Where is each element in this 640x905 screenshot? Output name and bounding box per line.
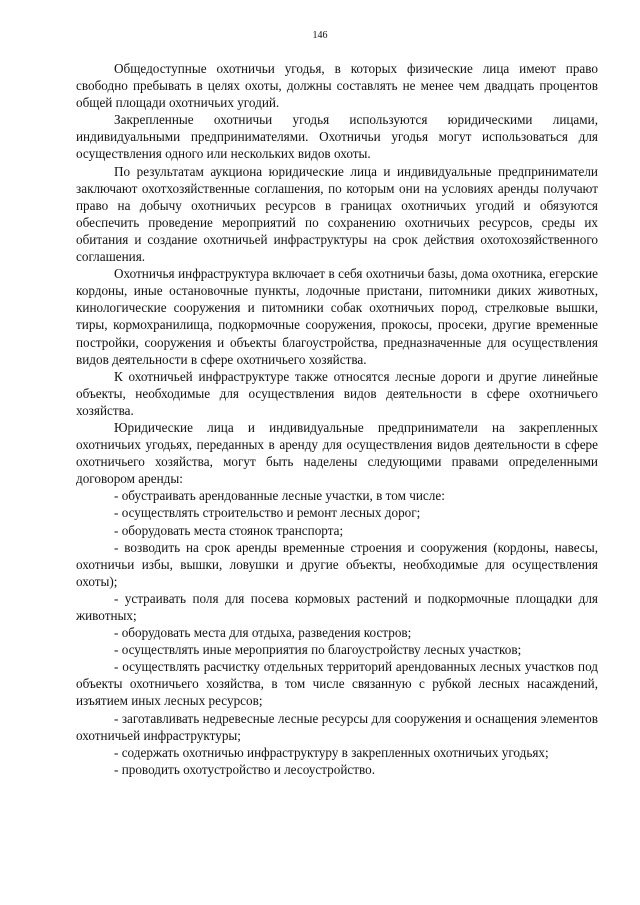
paragraph-forest-roads: К охотничьей инфраструктуре также относятся лесные дороги и другие линейные объекты, необходимые для осуществления видов деятельности в сфере охотничьего хозяйства. [76, 368, 598, 418]
list-item: - осуществлять расчистку отдельных территорий арендованных лесных участков под объекты охотничьего хозяйства, в том числе связанную с рубкой лесных насаждений, изъятием иных лесных ресурсов; [76, 659, 598, 709]
list-item: - осуществлять иные мероприятия по благоустройству лесных участков; [114, 642, 522, 658]
list-item: - проводить охотустройство и лесоустройство. [114, 761, 376, 777]
paragraph-assigned-hunting-grounds: Закрепленные охотничьи угодья используются юридическими лицами, индивидуальными предпринимателями. Охотничьи угодья могут использоваться для осуществления одного или нескольких видов охоты. [76, 112, 598, 162]
document-body [76, 60, 598, 778]
list-item: - осуществлять строительство и ремонт лесных дорог; [114, 505, 421, 521]
list-item: - заготавливать недревесные лесные ресурсы для сооружения и оснащения элементов охотничьей инфраструктуры; [76, 710, 598, 743]
list-item: - устраивать поля для посева кормовых растений и подкормочные площадки для животных; [76, 590, 598, 623]
list-item: - возводить на срок аренды временные строения и сооружения (кордоны, навесы, охотничьи избы, вышки, ловушки и другие объекты, необходимые для осуществления охоты); [76, 539, 598, 589]
list-item: - оборудовать места стоянок транспорта; [114, 522, 344, 538]
paragraph-hunting-infrastructure: Охотничья инфраструктура включает в себя охотничьи базы, дома охотника, егерские кордоны, иные остановочные пункты, лодочные пристани, питомники диких животных, кинологические сооружения и питомники собак охотничьих пород, стрелковые вышки, тиры, кормохранилища, подкормочные сооружения, прокосы, просеки, другие временные постройки, сооружения и объекты благоустройства, предназначенные для осуществления видов деятельности в сфере охотничьего хозяйства. [76, 266, 598, 367]
page-number: 146 [312, 30, 328, 41]
list-item: - содержать охотничью инфраструктуру в закрепленных охотничьих угодьях; [114, 744, 549, 760]
list-item: - оборудовать места для отдыха, разведения костров; [114, 625, 412, 641]
paragraph-lease-rights: Юридические лица и индивидуальные предприниматели на закрепленных охотничьих угодьях, переданных в аренду для осуществления видов деятельности в сфере охотничьего хозяйства, могут быть наделены следующими правами определенными договором аренды: [76, 419, 598, 487]
rights-list [76, 487, 598, 778]
paragraph-public-hunting-grounds: Общедоступные охотничьи угодья, в которых физические лица имеют право свободно пребывать в целях охоты, должны составлять не менее чем двадцать процентов общей площади охотничьих угодий. [76, 61, 598, 111]
list-item: - обустраивать арендованные лесные участки, в том числе: [114, 488, 445, 504]
paragraph-auction-results: По результатам аукциона юридические лица и индивидуальные предприниматели заключают охотхозяйственные соглашения, по которым они на условиях аренды получают право на добычу охотничьих ресурсов в границах охотничьих угодий и обязуются обеспечить проведение мероприятий по сохранению охотничьих ресурсов, среды их обитания и создание охотничьей инфраструктуры на срок действия охотохозяйственного соглашения. [76, 163, 598, 265]
